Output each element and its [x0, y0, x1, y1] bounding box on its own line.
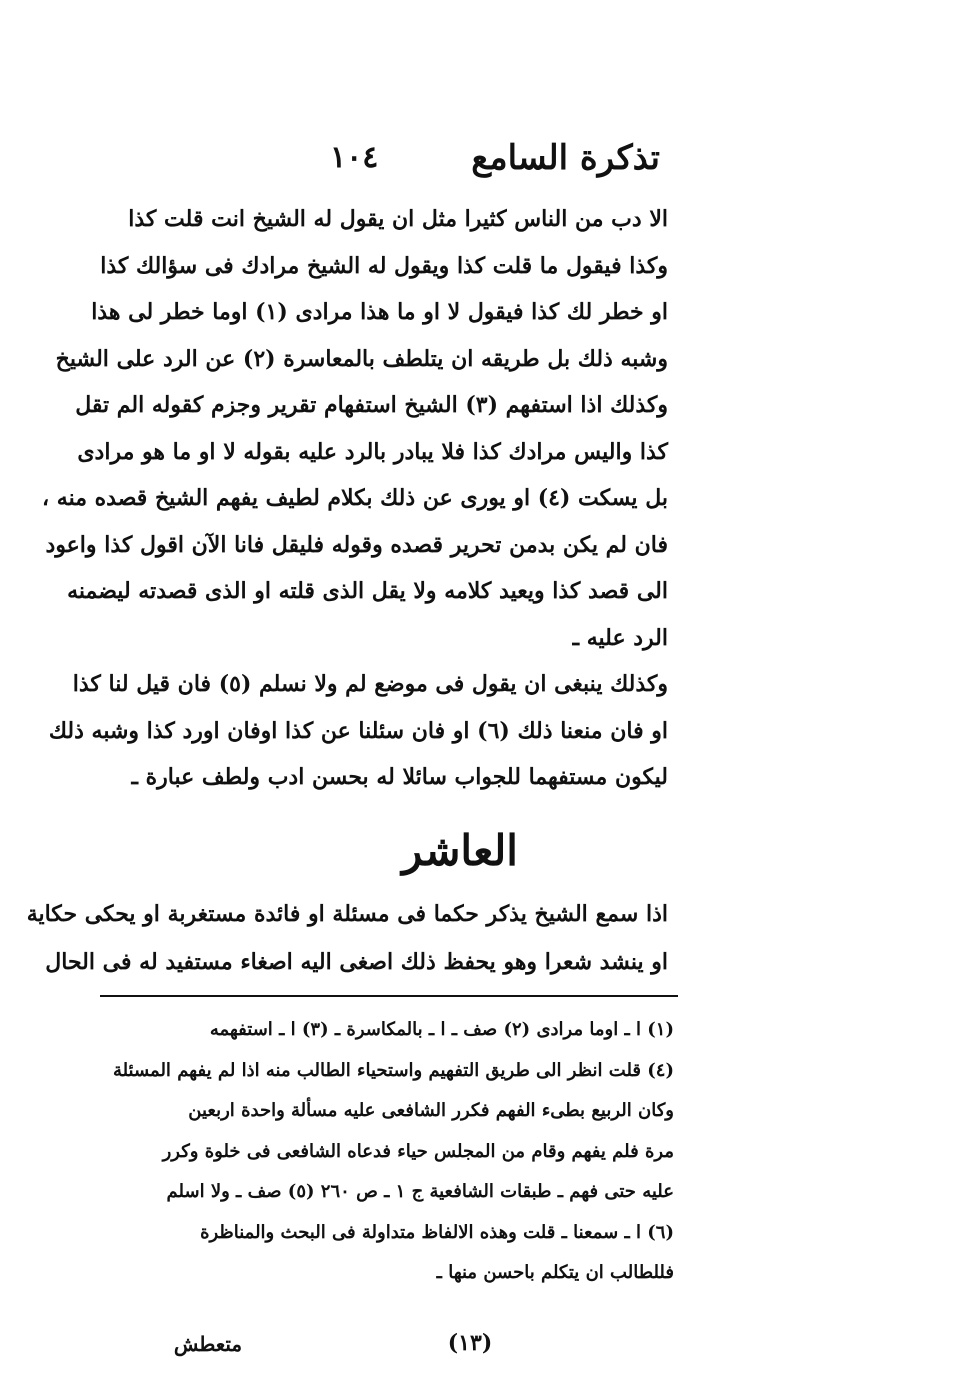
- text-line: او خطر لك كذا فيقول لا او ما هذا مرادى (١) اوما خطر لى هذا: [91, 299, 668, 325]
- section-heading: العاشر: [402, 826, 518, 875]
- text-line: بل يسكت (٤) او يورى عن ذلك بكلام لطيف يفهم الشيخ قصده منه ،: [42, 485, 668, 511]
- footnote-line: عليه حتى فهم ـ طبقات الشافعية ج ١ ـ ص ٢٦٠ (٥) صف ـ ولا اسلم: [166, 1181, 674, 1202]
- footnote-line: فللطالب ان يتكلم باحسن منها ـ: [436, 1262, 674, 1283]
- running-header: [330, 138, 660, 188]
- text-line: وكذا فيقول ما قلت كذا ويقول له الشيخ مرادك فى سؤالك كذا: [100, 252, 668, 279]
- text-line: وشبه ذلك بل طريقه ان يتلطف بالمعاسرة (٢) عن الرد على الشيخ: [55, 345, 668, 372]
- page-number: ١٠٤: [330, 140, 379, 175]
- text-line: وكذلك اذا استفهم (٣) الشيخ استفهام تقرير وجزم كقوله الم تقل: [75, 392, 668, 418]
- text-line: الا دب من الناس كثيرا مثل ان يقول له الشيخ انت قلت كذا: [128, 206, 668, 232]
- text-line: وكذلك ينبغى ان يقول فى موضع لم ولا نسلم (٥) فان قيل لنا كذا: [72, 671, 668, 697]
- footnote-line: وكان الربيع بطىء الفهم فكرر الشافعى عليه مسألة واحدة اربعين: [188, 1100, 674, 1121]
- text-line: الى قصد كذا ويعيد كلامه ولا يقل الذى قلته او الذى قصدته ليضمنه: [67, 578, 668, 604]
- text-line: ليكون مستفهما للجواب سائلا له بحسن ادب ولطف عبارة ـ: [131, 764, 668, 790]
- footnote-line: مرة فلم يفهم وقام من المجلس حياء فدعاه الشافعى فى خلوة وكرر: [162, 1140, 674, 1162]
- running-title: تذكرة السامع: [471, 138, 660, 178]
- main-paragraph: [42, 196, 668, 801]
- catchword: متعطش: [173, 1332, 243, 1356]
- footnote-divider: [100, 995, 678, 997]
- footnote-line: (٦) ا ـ سمعنا ـ قلت وهذه الالفاظ متداولة فى البحث والمناظرة: [200, 1221, 674, 1243]
- text-line: او ينشد شعرا وهو يحفظ ذلك اصغى اليه اصغاء مستفيد له فى الحال: [45, 949, 668, 975]
- footnote-line: (١) ا ـ اوما مرادى (٢) صف ـ ا ـ بالمكاسرة ـ (٣) ا ـ استفهمه: [209, 1019, 674, 1040]
- footnote-line: (٤) قلت انظر الى طريق التفهيم واستحياء الطالب منه اذا لم يفهم المسئلة: [112, 1059, 674, 1081]
- signature-mark: (١٣): [447, 1330, 493, 1356]
- section-paragraph: [26, 890, 668, 986]
- text-line: اذا سمع الشيخ يذكر حكما فى مسئلة او فائدة مستغربة او يحكى حكاية: [26, 901, 668, 927]
- text-line: الرد عليه ـ: [572, 624, 668, 651]
- text-line: كذا واليس مرادك كذا فلا يبادر بالرد عليه بقوله لا او ما هو مرادى: [77, 438, 668, 465]
- footnotes: [100, 1010, 674, 1294]
- text-line: فان لم يكن بدمن تحرير قصده وقوله فليقل فانا الآن اقول كذا واعود: [45, 531, 668, 558]
- text-line: او فان منعنا ذلك (٦) او فان سئلنا عن كذا اوفان اورد كذا وشبه ذلك: [48, 717, 668, 744]
